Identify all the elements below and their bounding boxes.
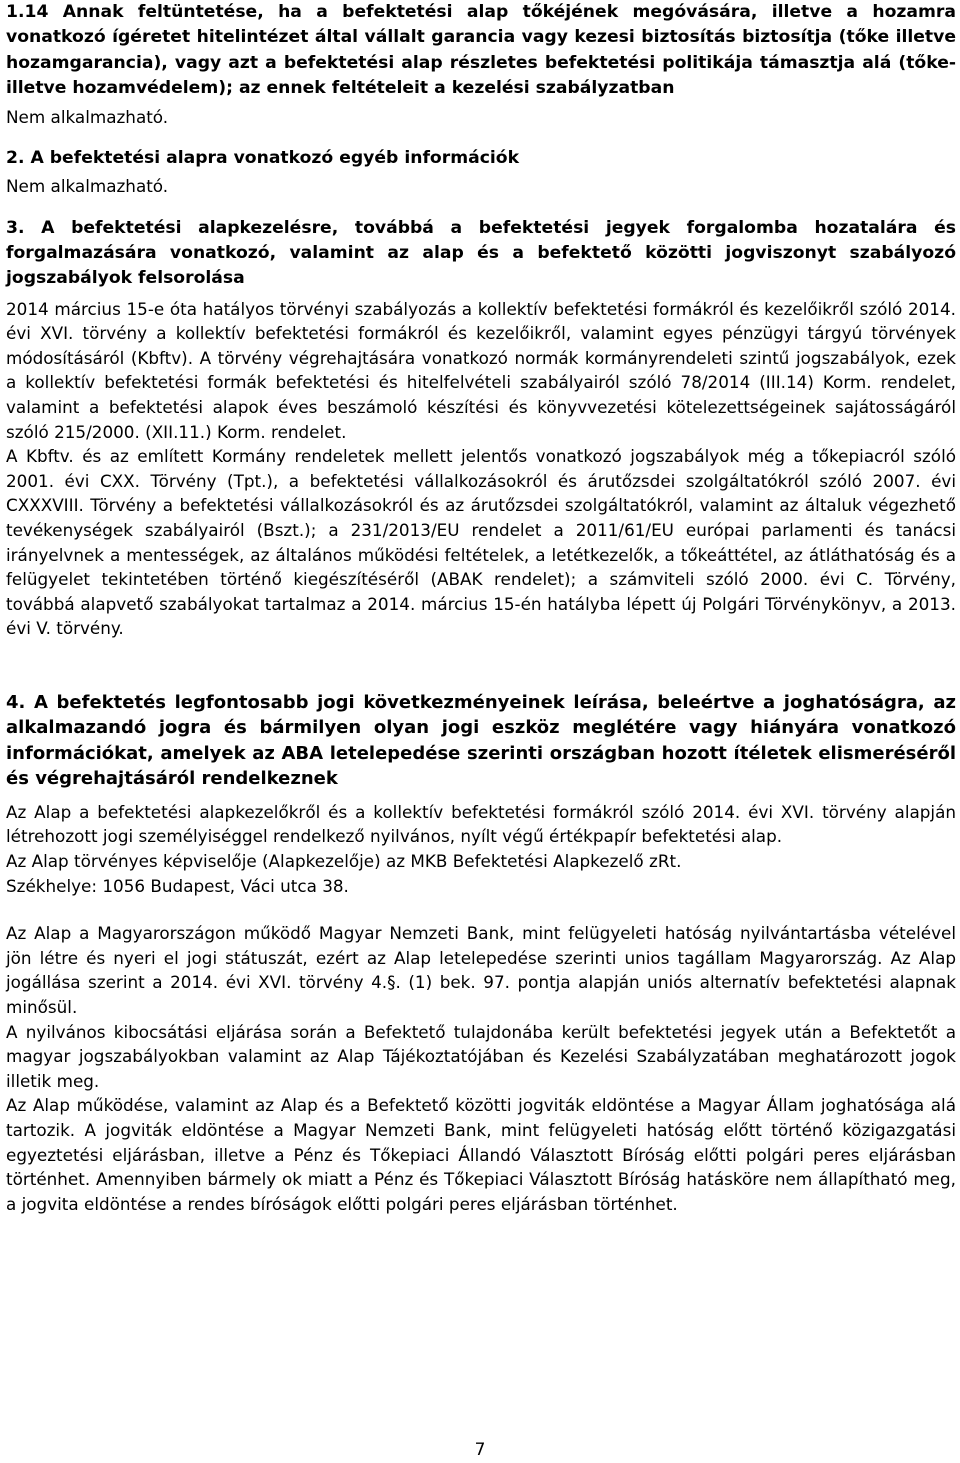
section-1-14-body: Nem alkalmazható. <box>6 107 169 128</box>
section-3-heading: 3. A befektetési alapkezelésre, továbbá a befektetési jegyek forgalomba hozatalára és forgalmazására vonatkozó, valamint az alap és a befektető közötti jogviszonyt szabályozó jogszabályok felsorolása <box>6 217 956 289</box>
page-number: 7 <box>474 1440 486 1460</box>
section-4-para-1: Az Alap a befektetési alapkezelőkről és a kollektív befektetési formákról szóló 2014. évi XVI. törvény alapján létrehozott jogi személyiséggel rendelkező nyilvános, nyílt végű értékpapír befektetési alap. <box>6 801 956 847</box>
section-4-para-3: Székhelye: 1056 Budapest, Váci utca 38. <box>6 875 349 896</box>
section-4-heading: 4. A befektetés legfontosabb jogi következményeinek leírása, beleértve a joghatóságra, az alkalmazandó jogra és bármilyen olyan jogi eszköz meglétére vagy hiányára vonatkozó információkat, amelyek az ABA letelepedése szerinti országban hozott ítéletek elismeréséről és végrehajtásáról rendelkeznek <box>6 691 956 790</box>
document-page <box>6 0 956 1216</box>
section-3-para-1: 2014 március 15-e óta hatályos törvényi szabályozás a kollektív befektetési formákról és kezelőikről szóló 2014. évi XVI. törvény a kollektív befektetési formákról és kezelőikről, valamint egyes pénzügyi tárgyú törvények módosításáról (Kbftv). A törvény végrehajtására vonatkozó normák kormányrendeleti szintű jogszabályok, ezek a kollektív befektetési formák befektetési és hitelfelvételi szabályairól szóló 78/2014 (III.14) Korm. rendelet, valamint a befektetési alapok éves beszámoló készítési és könyvvezetési kötelezettségeinek sajátosságáról szóló 215/2000. (XII.11.) Korm. rendelet. <box>6 298 956 442</box>
section-4-para-6: Az Alap működése, valamint az Alap és a Befektető közötti jogviták eldöntése a Magyar Állam joghatósága alá tartozik. A jogviták eldöntése a Magyar Nemzeti Bank, mint felügyeleti hatóság előtt történő közigazgatási egyeztetési eljárásban, illetve a Pénz és Tőkepiaci Állandó Választott Bíróság előtti polgári peres eljárásban történhet. Amennyiben bármely ok miatt a Pénz és Tőkepiaci Választott Bíróság hatásköre nem állapítható meg, a jogvita eldöntése a rendes bíróságok előtti polgári peres eljárásban történhet. <box>6 1095 956 1214</box>
section-4-para-2: Az Alap törvényes képviselője (Alapkezelője) az MKB Befektetési Alapkezelő zRt. <box>6 851 682 872</box>
section-4-para-5: A nyilvános kibocsátási eljárása során a Befektető tulajdonába került befektetési jegyek után a Befektetőt a magyar jogszabályokban valamint az Alap Tájékoztatójában és Kezelési Szabályzatában meghatározott jogok illetik meg. <box>6 1021 956 1091</box>
section-2-heading: 2. A befektetési alapra vonatkozó egyéb információk <box>6 147 520 168</box>
section-1-14-heading: 1.14 Annak feltüntetése, ha a befektetési alap tőkéjének megóvására, illetve a hozamra vonatkozó ígéretet hitelintézet által vállalt garancia vagy kezesi biztosítás biztosítja (tőke illetve hozamgarancia), vagy azt a befektetési alap részletes befektetési politikája támasztja alá (tőke-illetve hozamvédelem); az ennek feltételeit a kezelési szabályzatban <box>6 2 956 98</box>
section-2-body: Nem alkalmazható. <box>6 176 169 197</box>
section-4-para-4: Az Alap a Magyarországon működő Magyar Nemzeti Bank, mint felügyeleti hatóság nyilvántartásba vételével jön létre és nyeri el jogi státuszát, ezért az Alap letelepedése szerinti unios tagállam Magyarország. Az Alap jogállása szerint a 2014. évi XVI. törvény 4.§. (1) bek. 97. pontja alapján uniós alternatív befektetési alapnak minősül. <box>6 923 956 1018</box>
section-3-para-2: A Kbftv. és az említett Kormány rendeletek mellett jelentős vonatkozó jogszabályok még a tőkepiacról szóló 2001. évi CXX. Törvény (Tpt.), a befektetési vállalkozásokról és árutőzsdei szolgáltatókról szóló 2007. évi CXXXVIII. Törvény a befektetési vállalkozásokról és az árutőzsdei szolgáltatókról, valamint az általuk végezhető tevékenységek szabályairól (Bszt.); a 231/2013/EU rendelet a 2011/61/EU európai parlamenti és tanácsi irányelvnek a mentességek, az általános működési feltételek, a letétkezelők, a tőkeáttétel, az átláthatóság és a felügyelet tekintetében történő kiegészítéséről (ABAK rendelet); a számviteli szóló 2000. évi C. Törvény, továbbá alapvető szabályokat tartalmaz a 2014. március 15-én hatályba lépett új Polgári Törvénykönyv, a 2013. évi V. törvény. <box>6 446 956 639</box>
